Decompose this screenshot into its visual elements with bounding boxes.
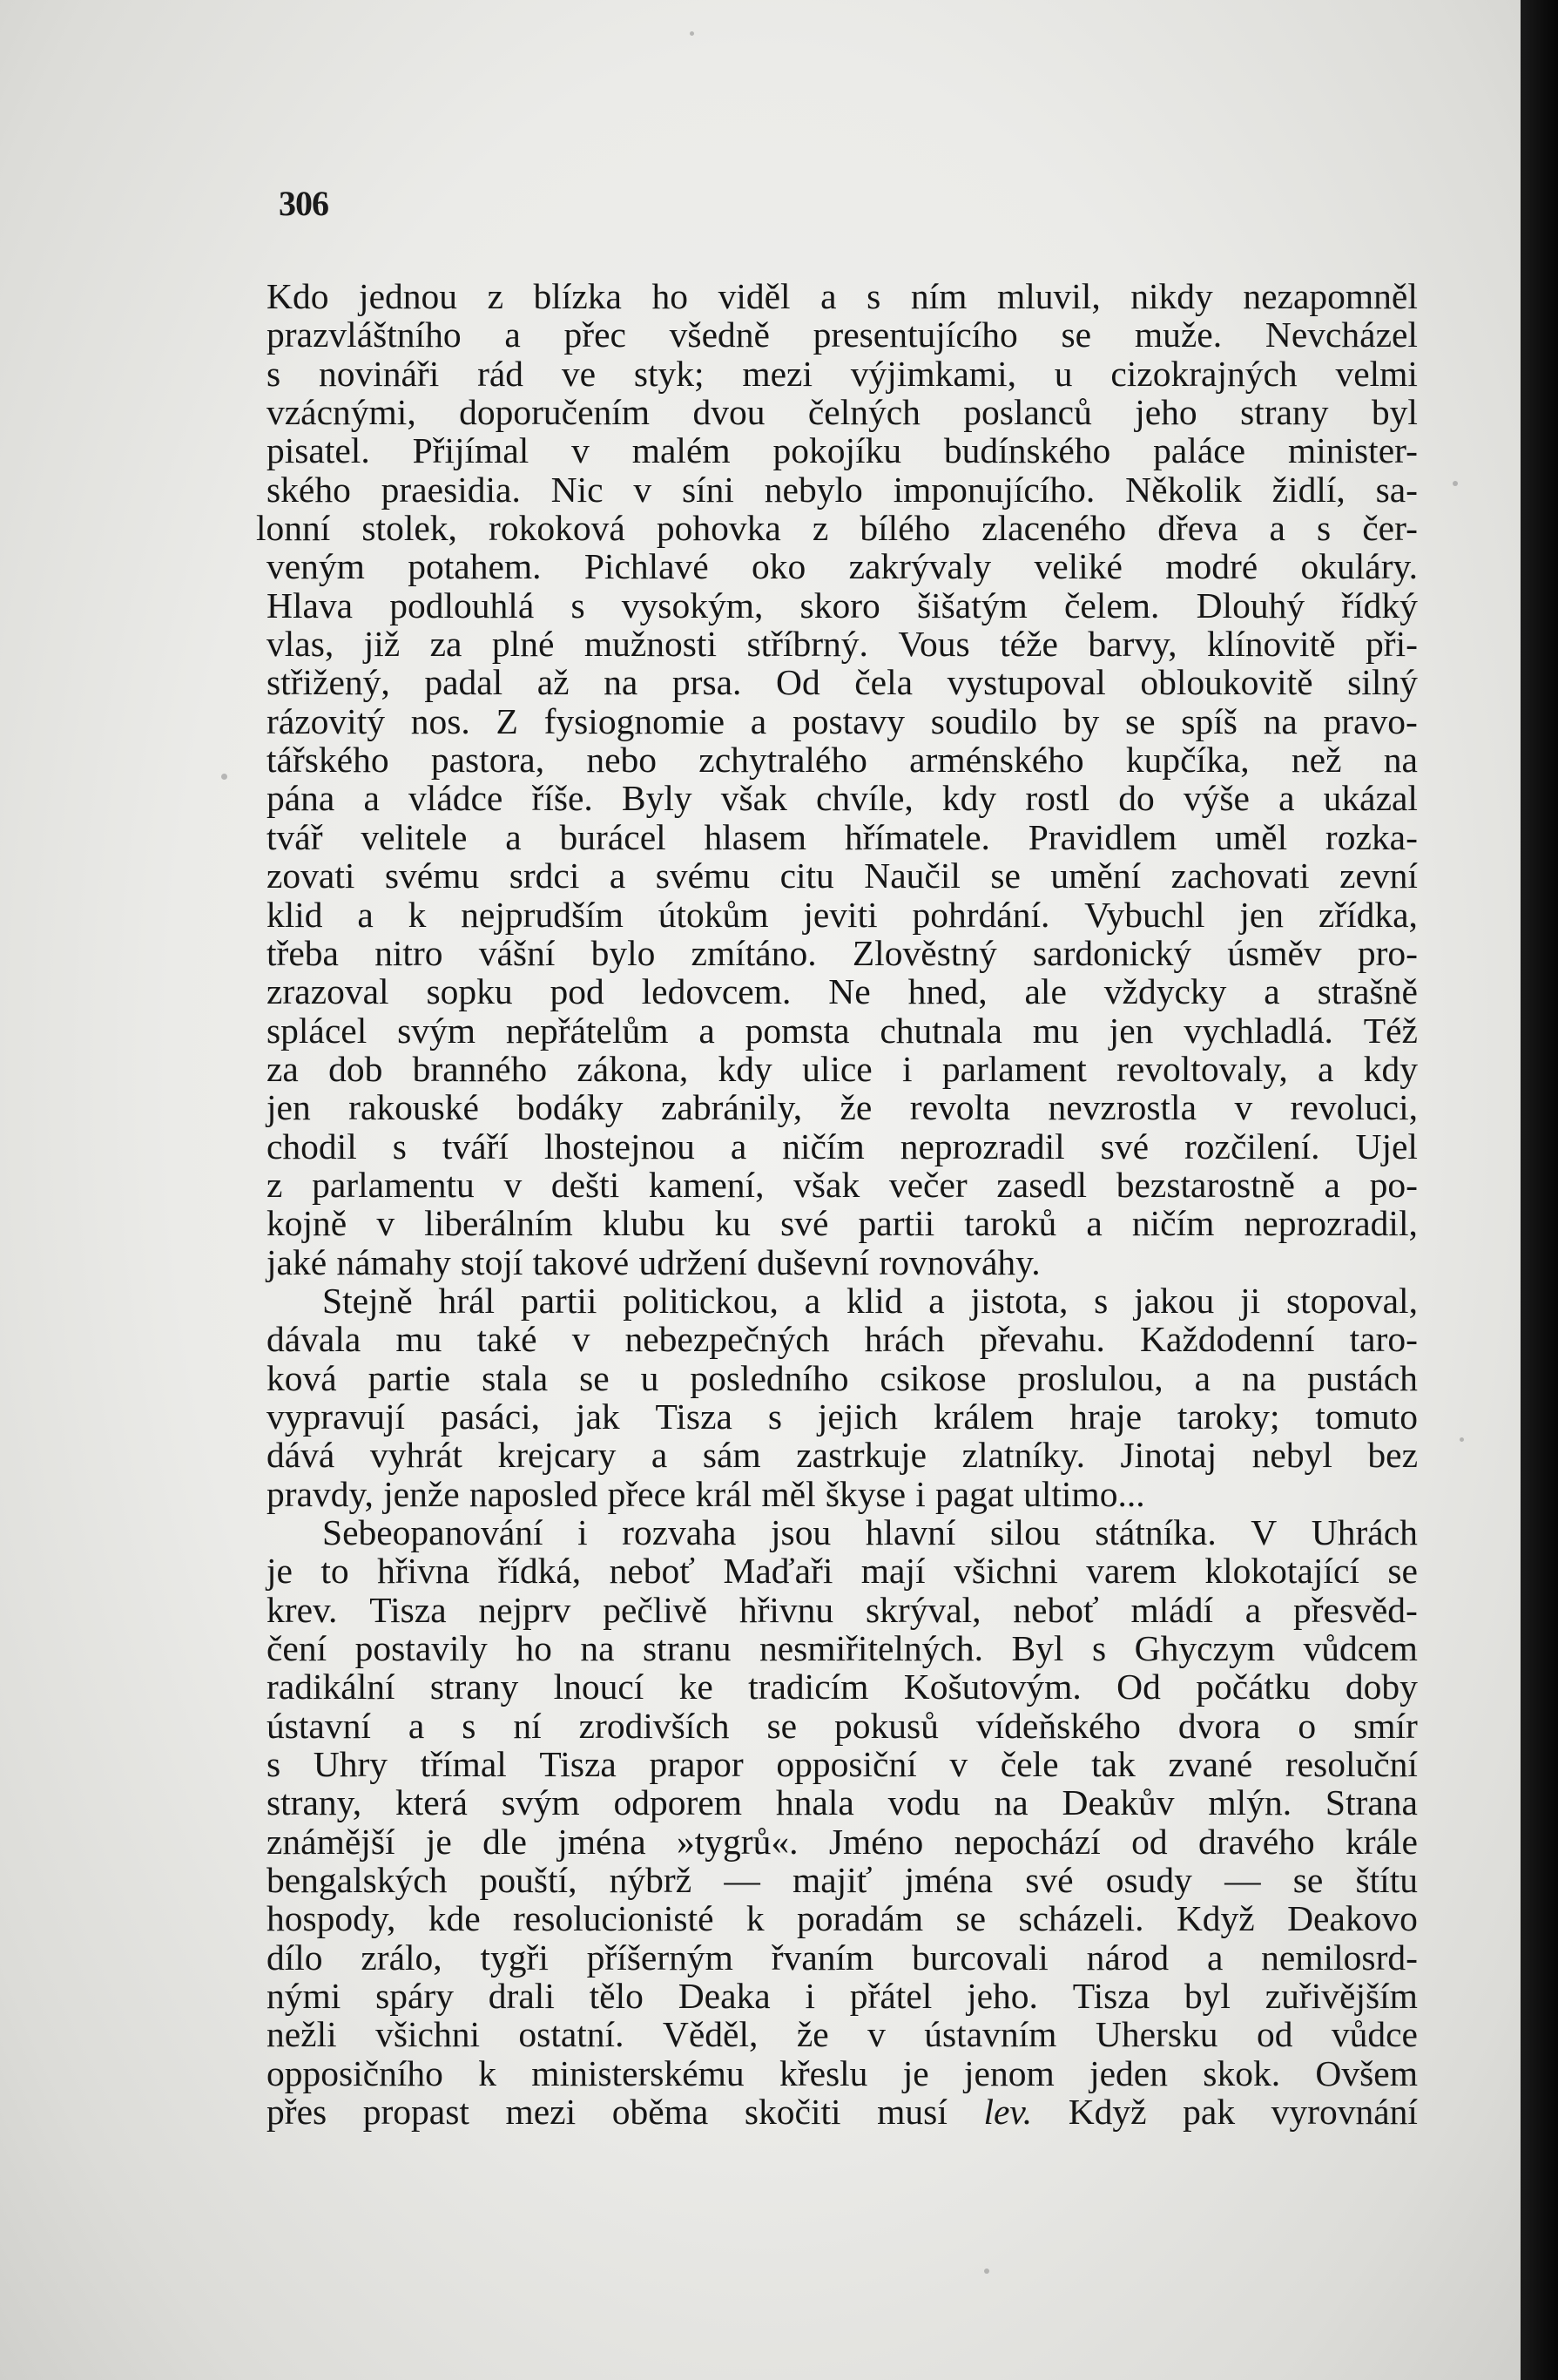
text-line: dává vyhrát krejcary a sám zastrkuje zlatníky. Jinotaj nebyl bez: [266, 1435, 1418, 1476]
paper-speck: [1453, 481, 1458, 486]
text-line: zrazoval sopku pod ledovcem. Ne hned, ale vždycky a strašně: [266, 971, 1418, 1012]
text-line: za dob branného zákona, kdy ulice i parlament revoltovaly, a kdy: [266, 1048, 1418, 1089]
text-line: přes propast mezi oběma skočiti musí lev. Když pak vyrovnání: [266, 2092, 1418, 2133]
text-line: vypravují pasáci, jak Tisza s jejich králem hraje taroky; tomuto: [266, 1396, 1418, 1437]
text-line: strany, která svým odporem hnala vodu na Deakův mlýn. Strana: [266, 1782, 1418, 1823]
text-line: rázovitý nos. Z fysiognomie a postavy soudilo by se spíš na pravo-: [266, 700, 1418, 741]
text-line: ského praesidia. Nic v síni nebylo imponujícího. Několik židlí, sa-: [266, 469, 1418, 510]
text-line: radikální strany lnoucí ke tradicím Košutovým. Od počátku doby: [266, 1667, 1418, 1707]
text-line: je to hřivna řídká, neboť Maďaři mají všichni varem klokotající se: [266, 1551, 1418, 1592]
text-line: ková partie stala se u posledního csikose proslulou, a na pustách: [266, 1357, 1418, 1398]
text-line: vzácnými, doporučením dvou čelných poslanců jeho strany byl: [266, 392, 1418, 433]
text-line: s Uhry třímal Tisza prapor opposiční v čele tak zvané resoluční: [266, 1744, 1418, 1785]
text-line: chodil s tváří lhostejnou a ničím neprozradil své rozčilení. Ujel: [266, 1126, 1418, 1166]
text-line: Hlava podlouhlá s vysokým, skoro šišatým čelem. Dlouhý řídký: [266, 585, 1418, 625]
text-line: jaké námahy stojí takové udržení duševní rovnováhy.: [266, 1241, 1041, 1282]
text-line: s novináři rád ve styk; mezi výjimkami, u cizokrajných velmi: [266, 353, 1418, 394]
text-line: nými spáry drali tělo Deaka i přátel jeho. Tisza byl zuřivějším: [266, 1976, 1418, 2017]
scan-border: [1521, 0, 1558, 2380]
text-line: lonní stolek, rokoková pohovka z bílého zlaceného dřeva a s čer-: [256, 508, 1418, 549]
text-line: zovati svému srdci a svému citu Naučil se umění zachovati zevní: [266, 855, 1418, 896]
text-line: jen rakouské bodáky zabránily, že revolta nevzrostla v revoluci,: [266, 1087, 1418, 1128]
text-line: splácel svým nepřátelům a pomsta chutnala mu jen vychladlá. Též: [266, 1010, 1418, 1051]
text-line: Sebeopanování i rozvaha jsou hlavní silou státníka. V Uhrách: [322, 1512, 1418, 1552]
text-line: tvář velitele a burácel hlasem hřímatele. Pravidlem uměl rozka-: [266, 816, 1418, 857]
text-line: čení postavily ho na stranu nesmiřitelných. Byl s Ghyczym vůdcem: [266, 1628, 1418, 1669]
text-line: tářského pastora, nebo zchytralého arménského kupčíka, než na: [266, 740, 1418, 781]
text-line: bengalských pouští, nýbrž — majiť jména své osudy — se štítu: [266, 1860, 1418, 1901]
text-line: vlas, již za plné mužnosti stříbrný. Vous téže barvy, klínovitě při-: [266, 624, 1418, 665]
text-line: veným potahem. Pichlavé oko zakrývaly veliké modré okuláry.: [266, 546, 1418, 587]
paper-speck: [690, 31, 694, 36]
text-line: klid a k nejprudším útokům jeviti pohrdání. Vybuchl jen zřídka,: [266, 894, 1418, 935]
text-line: kojně v liberálním klubu ku své partii taroků a ničím neprozradil,: [266, 1203, 1418, 1244]
text-line: dávala mu také v nebezpečných hrách převahu. Každodenní taro-: [266, 1319, 1418, 1360]
text-line: opposičního k ministerskému křeslu je jenom jeden skok. Ovšem: [266, 2052, 1418, 2093]
text-line: pravdy, jenže naposled přece král měl škyse i pagat ultimo...: [266, 1473, 1145, 1514]
paper-speck: [984, 2268, 989, 2274]
text-line: dílo zrálo, tygři příšerným řvaním burcovali národ a nemilosrd-: [266, 1937, 1418, 1978]
text-line: ústavní a s ní zrodivších se pokusů vídeňského dvora o smír: [266, 1705, 1418, 1746]
body-text: [256, 276, 1418, 2133]
text-line: Stejně hrál partii politickou, a klid a jistota, s jakou ji stopoval,: [322, 1280, 1418, 1321]
text-line: prazvláštního a přec všedně presentujícího se muže. Nevcházel: [266, 314, 1418, 355]
text-line: z parlamentu v dešti kamení, však večer zasedl bezstarostně a po-: [266, 1164, 1418, 1205]
page-number: 306: [279, 184, 328, 223]
text-line: třeba nitro vášní bylo zmítáno. Zlověstný sardonický úsměv pro-: [266, 932, 1418, 973]
paper-speck: [1460, 1437, 1464, 1442]
text-line: známější je dle jména »tygrů«. Jméno nepochází od dravého krále: [266, 1821, 1418, 1862]
text-line: Kdo jednou z blízka ho viděl a s ním mluvil, nikdy nezapomněl: [266, 276, 1418, 316]
text-line: střižený, padal až na prsa. Od čela vystupoval obloukovitě silný: [266, 662, 1418, 703]
paper-speck: [221, 774, 227, 780]
text-line: pisatel. Přijímal v malém pokojíku budínského paláce minister-: [266, 430, 1418, 471]
text-line: hospody, kde resolucionisté k poradám se scházeli. Když Deakovo: [266, 1898, 1418, 1939]
text-line: nežli všichni ostatní. Věděl, že v ústavním Uhersku od vůdce: [266, 2014, 1418, 2055]
text-line: pána a vládce říše. Byly však chvíle, kdy rostl do výše a ukázal: [266, 778, 1418, 819]
text-line: krev. Tisza nejprv pečlivě hřivnu skrýval, neboť mládí a přesvěd-: [266, 1589, 1418, 1630]
